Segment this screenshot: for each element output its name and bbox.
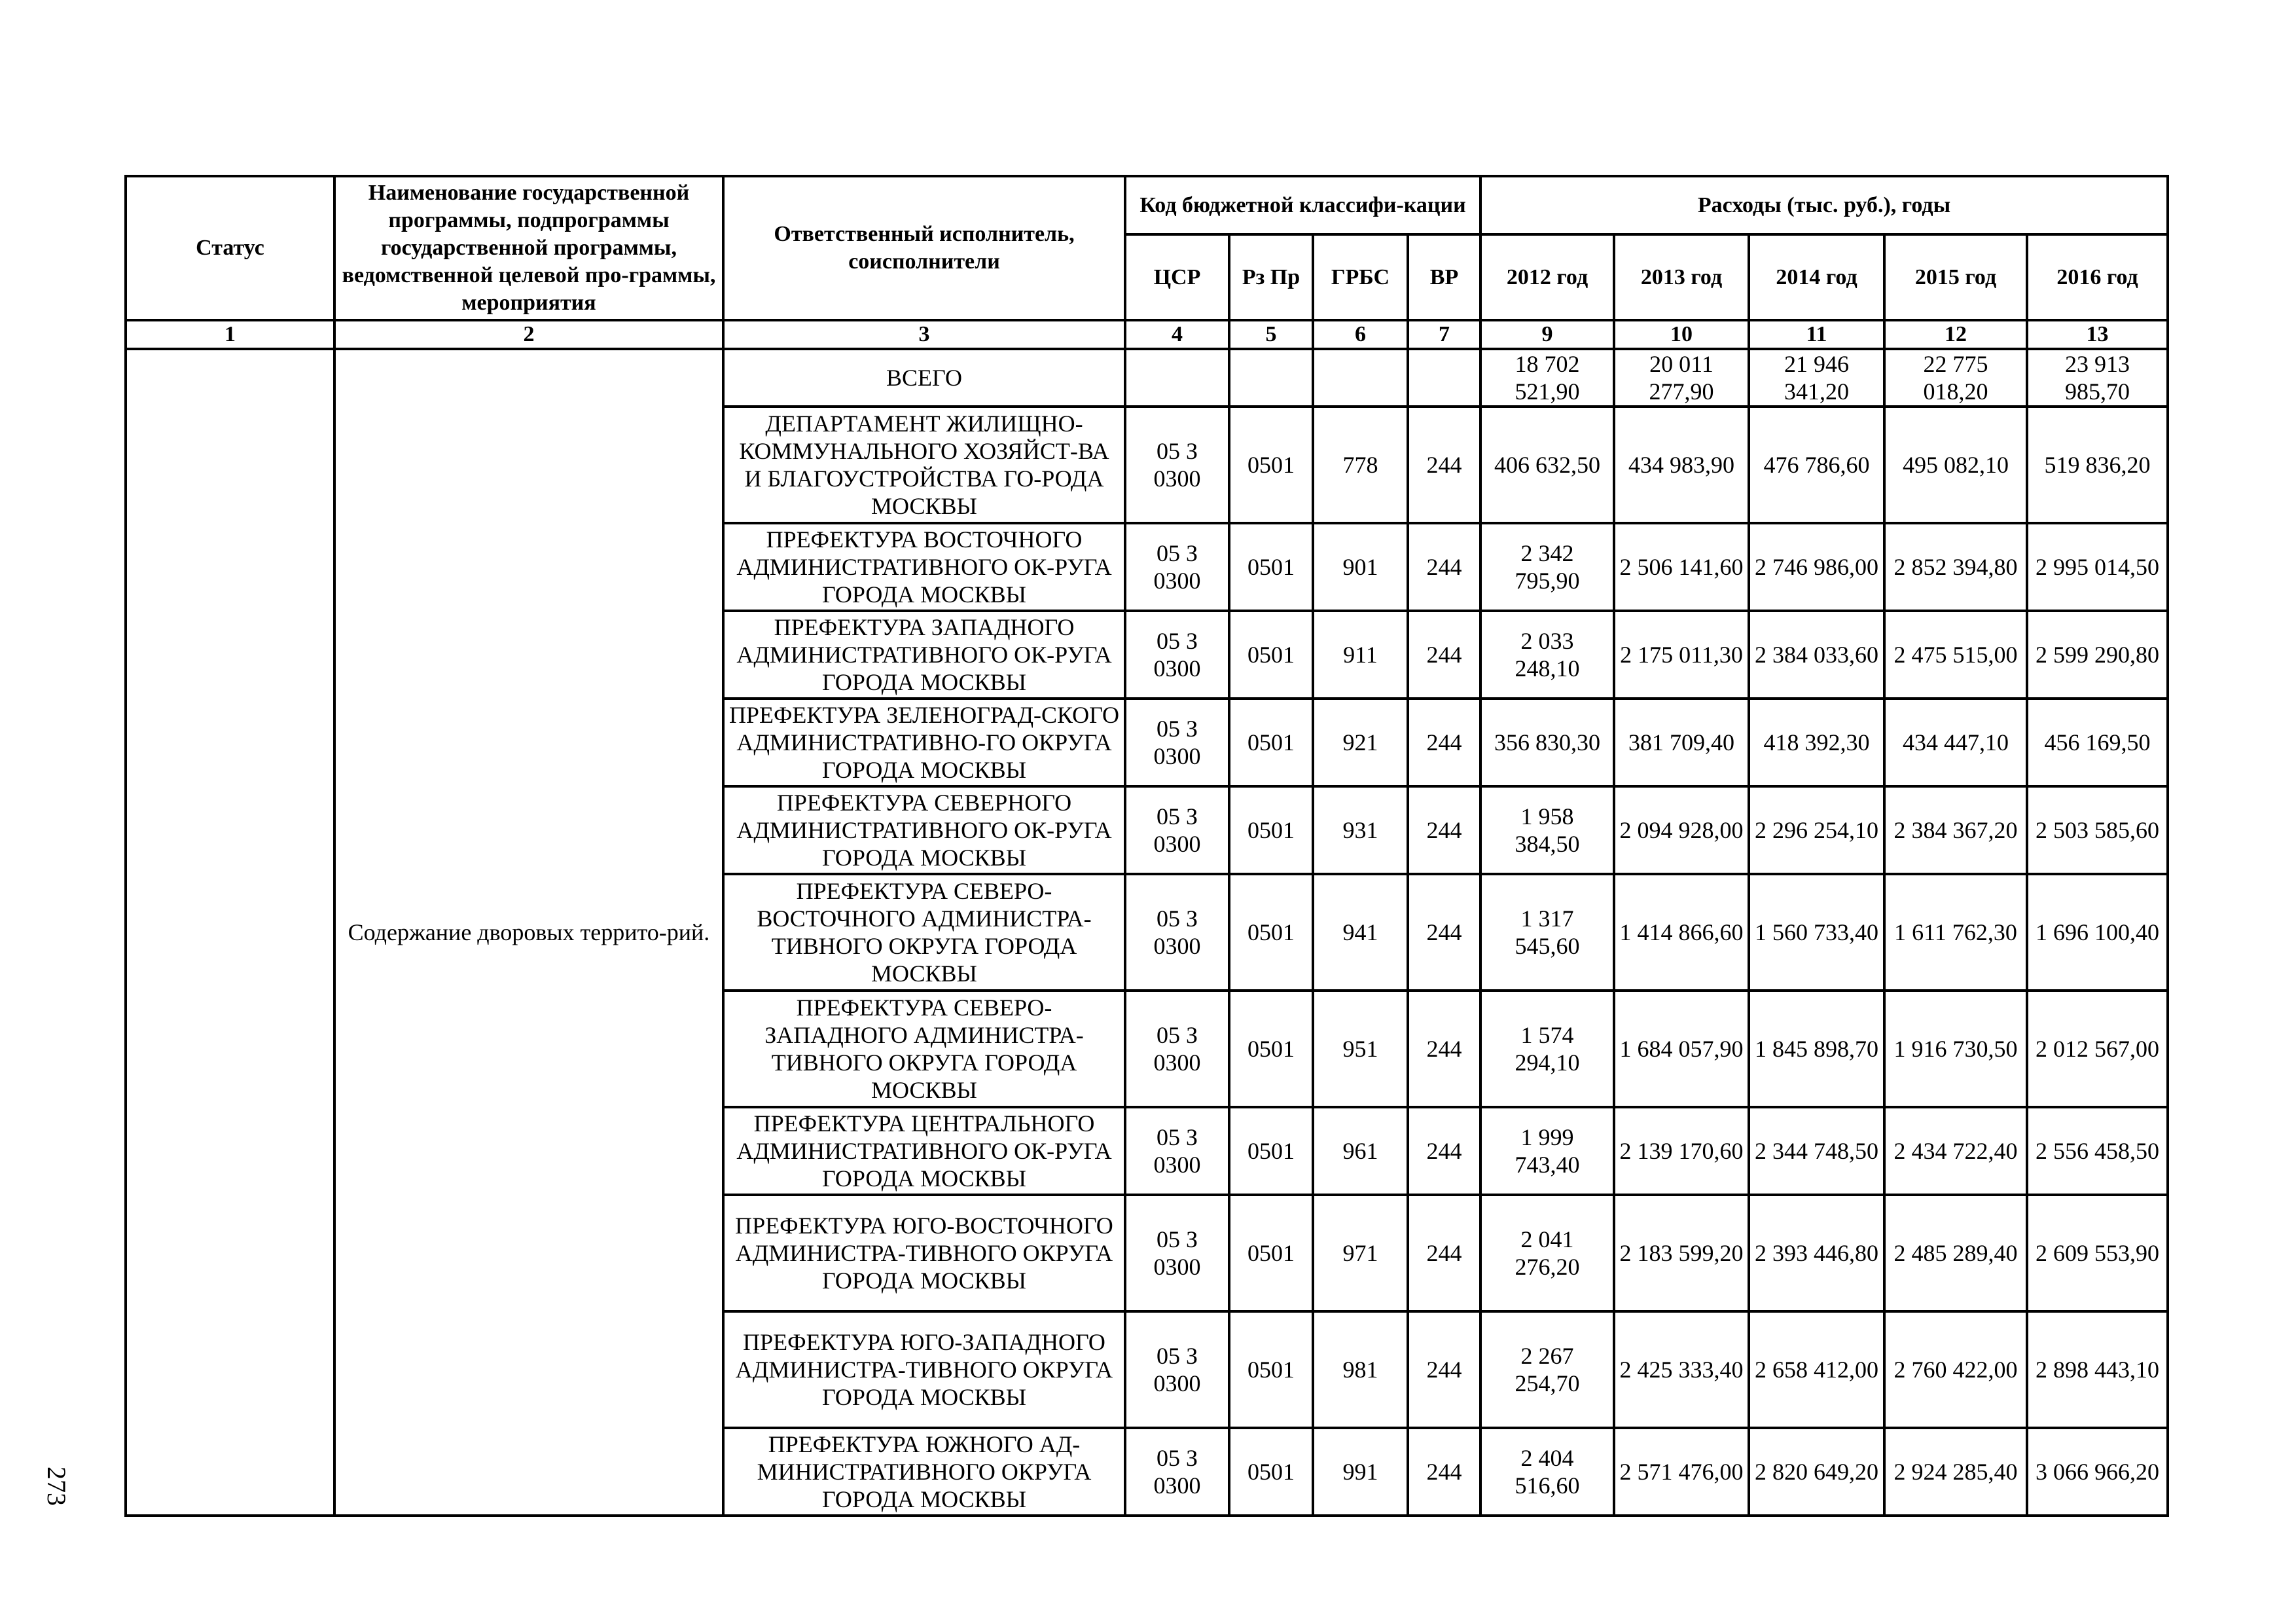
csr-cell: 05 З 0300 <box>1125 699 1229 786</box>
vr-cell: 244 <box>1408 874 1480 991</box>
grbs-cell: 911 <box>1313 611 1408 699</box>
amount-2012: 1 999 743,40 <box>1480 1107 1614 1195</box>
amount-2014: 2 384 033,60 <box>1749 611 1884 699</box>
col-number: 5 <box>1229 320 1313 349</box>
table-row <box>126 349 2168 407</box>
grbs-cell: 951 <box>1313 991 1408 1107</box>
amount-2015: 495 082,10 <box>1884 407 2027 523</box>
amount-2016: 2 995 014,50 <box>2027 523 2168 611</box>
amount-2016: 2 556 458,50 <box>2027 1107 2168 1195</box>
rzpr-cell: 0501 <box>1229 991 1313 1107</box>
rzpr-cell: 0501 <box>1229 786 1313 874</box>
col-number: 11 <box>1749 320 1884 349</box>
csr-cell: 05 З 0300 <box>1125 407 1229 523</box>
amount-2014: 2 746 986,00 <box>1749 523 1884 611</box>
amount-2012: 1 574 294,10 <box>1480 991 1614 1107</box>
header-expenses: Расходы (тыс. руб.), годы <box>1480 176 2168 234</box>
amount-2016: 456 169,50 <box>2027 699 2168 786</box>
executor-cell: ПРЕФЕКТУРА ЦЕНТРАЛЬНОГО АДМИНИСТРАТИВНОГО ОК-РУГА ГОРОДА МОСКВЫ <box>723 1107 1125 1195</box>
csr-cell: 05 З 0300 <box>1125 523 1229 611</box>
vr-cell: 244 <box>1408 1311 1480 1428</box>
amount-2015: 2 924 285,40 <box>1884 1428 2027 1516</box>
col-number: 10 <box>1614 320 1749 349</box>
rzpr-cell <box>1229 349 1313 407</box>
vr-cell: 244 <box>1408 699 1480 786</box>
amount-2012: 2 033 248,10 <box>1480 611 1614 699</box>
grbs-cell: 991 <box>1313 1428 1408 1516</box>
amount-2015: 1 611 762,30 <box>1884 874 2027 991</box>
vr-cell: 244 <box>1408 786 1480 874</box>
status-cell <box>126 349 334 1516</box>
csr-cell: 05 З 0300 <box>1125 611 1229 699</box>
amount-2016: 519 836,20 <box>2027 407 2168 523</box>
amount-2013: 2 175 011,30 <box>1614 611 1749 699</box>
csr-cell: 05 З 0300 <box>1125 1195 1229 1311</box>
amount-2012: 356 830,30 <box>1480 699 1614 786</box>
amount-2012: 18 702 521,90 <box>1480 349 1614 407</box>
amount-2012: 2 404 516,60 <box>1480 1428 1614 1516</box>
grbs-cell: 901 <box>1313 523 1408 611</box>
amount-2012: 1 317 545,60 <box>1480 874 1614 991</box>
executor-cell: ВСЕГО <box>723 349 1125 407</box>
amount-2013: 434 983,90 <box>1614 407 1749 523</box>
grbs-cell <box>1313 349 1408 407</box>
header-csr: ЦСР <box>1125 234 1229 320</box>
executor-cell: ПРЕФЕКТУРА СЕВЕРО-ЗАПАДНОГО АДМИНИСТРА-ТИВНОГО ОКРУГА ГОРОДА МОСКВЫ <box>723 991 1125 1107</box>
rzpr-cell: 0501 <box>1229 1311 1313 1428</box>
vr-cell: 244 <box>1408 407 1480 523</box>
grbs-cell: 981 <box>1313 1311 1408 1428</box>
header-year-2014: 2014 год <box>1749 234 1884 320</box>
amount-2016: 2 599 290,80 <box>2027 611 2168 699</box>
amount-2016: 2 503 585,60 <box>2027 786 2168 874</box>
executor-cell: ПРЕФЕКТУРА ЗЕЛЕНОГРАД-СКОГО АДМИНИСТРАТИВНО-ГО ОКРУГА ГОРОДА МОСКВЫ <box>723 699 1125 786</box>
amount-2014: 2 658 412,00 <box>1749 1311 1884 1428</box>
col-number: 6 <box>1313 320 1408 349</box>
col-number: 1 <box>126 320 334 349</box>
amount-2013: 2 094 928,00 <box>1614 786 1749 874</box>
executor-cell: ПРЕФЕКТУРА ЮГО-ВОСТОЧНОГО АДМИНИСТРА-ТИВНОГО ОКРУГА ГОРОДА МОСКВЫ <box>723 1195 1125 1311</box>
vr-cell <box>1408 349 1480 407</box>
grbs-cell: 921 <box>1313 699 1408 786</box>
vr-cell: 244 <box>1408 1107 1480 1195</box>
header-vr: ВР <box>1408 234 1480 320</box>
header-year-2013: 2013 год <box>1614 234 1749 320</box>
executor-cell: ПРЕФЕКТУРА ЮГО-ЗАПАДНОГО АДМИНИСТРА-ТИВНОГО ОКРУГА ГОРОДА МОСКВЫ <box>723 1311 1125 1428</box>
col-number: 4 <box>1125 320 1229 349</box>
amount-2014: 2 344 748,50 <box>1749 1107 1884 1195</box>
amount-2015: 2 384 367,20 <box>1884 786 2027 874</box>
column-numbers-row <box>126 320 2168 349</box>
amount-2015: 2 760 422,00 <box>1884 1311 2027 1428</box>
amount-2012: 2 041 276,20 <box>1480 1195 1614 1311</box>
amount-2013: 1 414 866,60 <box>1614 874 1749 991</box>
header-status: Статус <box>126 176 334 320</box>
executor-cell: ПРЕФЕКТУРА ЮЖНОГО АД-МИНИСТРАТИВНОГО ОКРУГА ГОРОДА МОСКВЫ <box>723 1428 1125 1516</box>
amount-2012: 406 632,50 <box>1480 407 1614 523</box>
csr-cell: 05 З 0300 <box>1125 1311 1229 1428</box>
vr-cell: 244 <box>1408 523 1480 611</box>
amount-2015: 2 434 722,40 <box>1884 1107 2027 1195</box>
amount-2014: 21 946 341,20 <box>1749 349 1884 407</box>
csr-cell: 05 З 0300 <box>1125 874 1229 991</box>
amount-2014: 1 560 733,40 <box>1749 874 1884 991</box>
col-number: 7 <box>1408 320 1480 349</box>
grbs-cell: 931 <box>1313 786 1408 874</box>
amount-2016: 2 609 553,90 <box>2027 1195 2168 1311</box>
executor-cell: ПРЕФЕКТУРА СЕВЕРО-ВОСТОЧНОГО АДМИНИСТРА-ТИВНОГО ОКРУГА ГОРОДА МОСКВЫ <box>723 874 1125 991</box>
csr-cell <box>1125 349 1229 407</box>
grbs-cell: 778 <box>1313 407 1408 523</box>
rzpr-cell: 0501 <box>1229 407 1313 523</box>
vr-cell: 244 <box>1408 1428 1480 1516</box>
header-executor: Ответственный исполнитель, соисполнители <box>723 176 1125 320</box>
col-number: 2 <box>334 320 723 349</box>
amount-2013: 2 139 170,60 <box>1614 1107 1749 1195</box>
amount-2013: 2 425 333,40 <box>1614 1311 1749 1428</box>
header-rzpr: Рз Пр <box>1229 234 1313 320</box>
amount-2015: 2 475 515,00 <box>1884 611 2027 699</box>
col-number: 13 <box>2027 320 2168 349</box>
header-year-2012: 2012 год <box>1480 234 1614 320</box>
amount-2012: 1 958 384,50 <box>1480 786 1614 874</box>
amount-2015: 434 447,10 <box>1884 699 2027 786</box>
amount-2012: 2 267 254,70 <box>1480 1311 1614 1428</box>
vr-cell: 244 <box>1408 991 1480 1107</box>
vr-cell: 244 <box>1408 1195 1480 1311</box>
amount-2016: 2 012 567,00 <box>2027 991 2168 1107</box>
executor-cell: ПРЕФЕКТУРА ВОСТОЧНОГО АДМИНИСТРАТИВНОГО ОК-РУГА ГОРОДА МОСКВЫ <box>723 523 1125 611</box>
amount-2014: 2 820 649,20 <box>1749 1428 1884 1516</box>
amount-2016: 23 913 985,70 <box>2027 349 2168 407</box>
header-year-2015: 2015 год <box>1884 234 2027 320</box>
rzpr-cell: 0501 <box>1229 699 1313 786</box>
budget-table <box>124 175 2169 1517</box>
amount-2015: 2 485 289,40 <box>1884 1195 2027 1311</box>
measure-name-cell: Содержание дворовых террито-рий. <box>334 349 723 1516</box>
executor-cell: ПРЕФЕКТУРА СЕВЕРНОГО АДМИНИСТРАТИВНОГО ОК-РУГА ГОРОДА МОСКВЫ <box>723 786 1125 874</box>
rzpr-cell: 0501 <box>1229 1195 1313 1311</box>
amount-2014: 1 845 898,70 <box>1749 991 1884 1107</box>
header-program-name: Наименование государственной программы, подпрограммы государственной программы, ведомственной целевой про-граммы, мероприятия <box>334 176 723 320</box>
amount-2016: 1 696 100,40 <box>2027 874 2168 991</box>
amount-2014: 2 393 446,80 <box>1749 1195 1884 1311</box>
grbs-cell: 961 <box>1313 1107 1408 1195</box>
amount-2014: 418 392,30 <box>1749 699 1884 786</box>
amount-2013: 2 183 599,20 <box>1614 1195 1749 1311</box>
amount-2013: 2 571 476,00 <box>1614 1428 1749 1516</box>
amount-2012: 2 342 795,90 <box>1480 523 1614 611</box>
csr-cell: 05 З 0300 <box>1125 786 1229 874</box>
csr-cell: 05 З 0300 <box>1125 1428 1229 1516</box>
rzpr-cell: 0501 <box>1229 523 1313 611</box>
amount-2013: 1 684 057,90 <box>1614 991 1749 1107</box>
amount-2016: 3 066 966,20 <box>2027 1428 2168 1516</box>
amount-2015: 22 775 018,20 <box>1884 349 2027 407</box>
amount-2014: 2 296 254,10 <box>1749 786 1884 874</box>
executor-cell: ДЕПАРТАМЕНТ ЖИЛИЩНО-КОММУНАЛЬНОГО ХОЗЯЙСТ-ВА И БЛАГОУСТРОЙСТВА ГО-РОДА МОСКВЫ <box>723 407 1125 523</box>
col-number: 9 <box>1480 320 1614 349</box>
header-budget-code: Код бюджетной классифи-кации <box>1125 176 1480 234</box>
grbs-cell: 971 <box>1313 1195 1408 1311</box>
rzpr-cell: 0501 <box>1229 1428 1313 1516</box>
amount-2013: 2 506 141,60 <box>1614 523 1749 611</box>
header-year-2016: 2016 год <box>2027 234 2168 320</box>
rzpr-cell: 0501 <box>1229 611 1313 699</box>
header-grbs: ГРБС <box>1313 234 1408 320</box>
grbs-cell: 941 <box>1313 874 1408 991</box>
rzpr-cell: 0501 <box>1229 874 1313 991</box>
rzpr-cell: 0501 <box>1229 1107 1313 1195</box>
amount-2013: 20 011 277,90 <box>1614 349 1749 407</box>
vr-cell: 244 <box>1408 611 1480 699</box>
csr-cell: 05 З 0300 <box>1125 1107 1229 1195</box>
csr-cell: 05 З 0300 <box>1125 991 1229 1107</box>
page-number: 273 <box>42 1467 71 1506</box>
amount-2013: 381 709,40 <box>1614 699 1749 786</box>
executor-cell: ПРЕФЕКТУРА ЗАПАДНОГО АДМИНИСТРАТИВНОГО ОК-РУГА ГОРОДА МОСКВЫ <box>723 611 1125 699</box>
amount-2016: 2 898 443,10 <box>2027 1311 2168 1428</box>
amount-2015: 1 916 730,50 <box>1884 991 2027 1107</box>
col-number: 3 <box>723 320 1125 349</box>
col-number: 12 <box>1884 320 2027 349</box>
amount-2014: 476 786,60 <box>1749 407 1884 523</box>
amount-2015: 2 852 394,80 <box>1884 523 2027 611</box>
